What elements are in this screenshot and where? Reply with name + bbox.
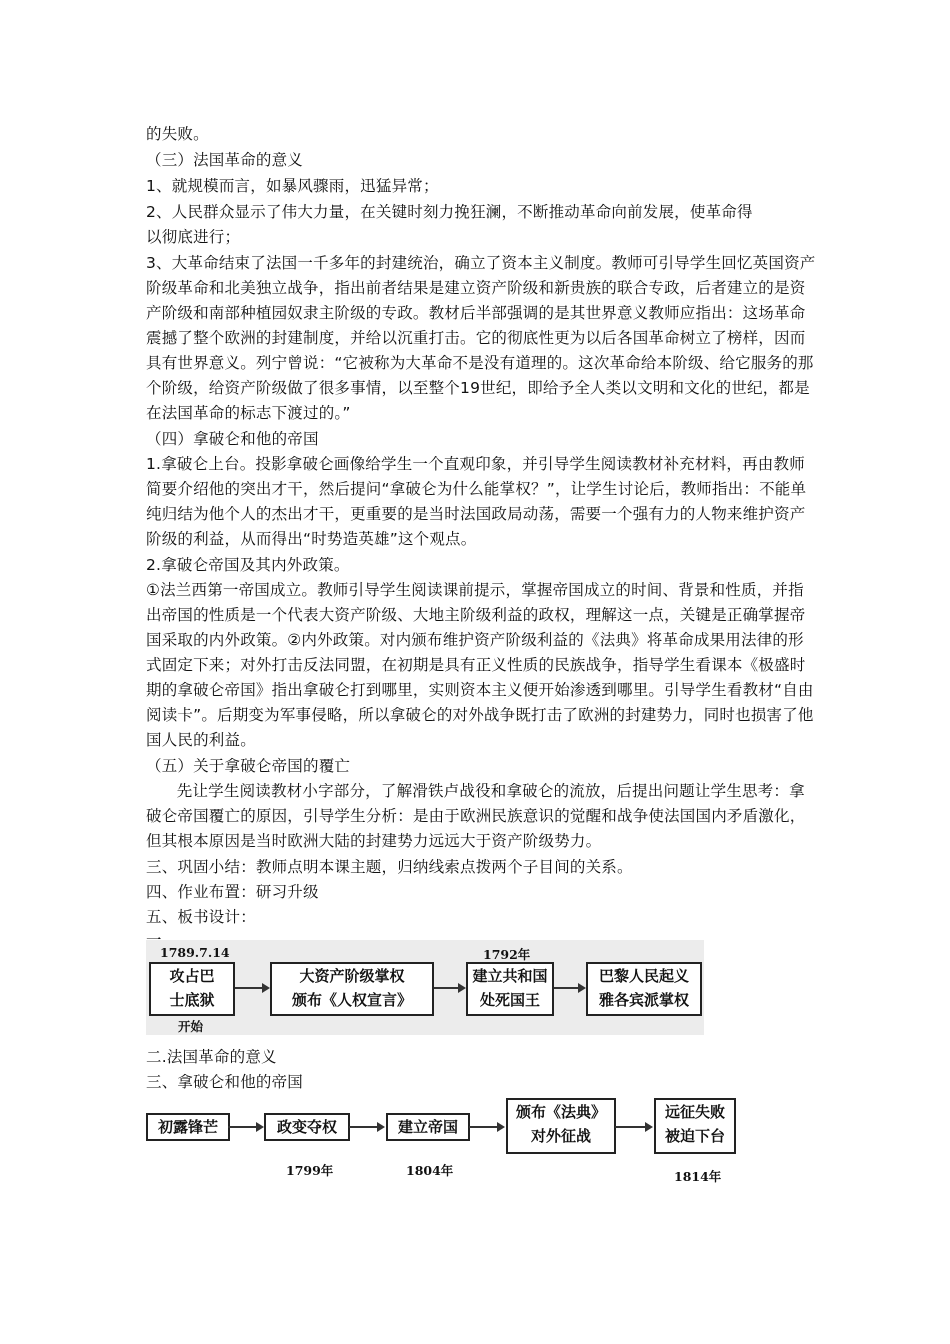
flow-box bbox=[270, 962, 434, 1016]
paragraph: 2、人民群众显示了伟大力量，在关键时刻力挽狂澜，不断推动革命向前发展，使革命得 bbox=[146, 203, 753, 221]
section-heading-4: （四）拿破仑和他的帝国 bbox=[146, 430, 319, 448]
box-line: 颁布《人权宣言》 bbox=[291, 991, 412, 1009]
flow-box bbox=[506, 1098, 616, 1154]
year-label: 1804年 bbox=[406, 1163, 454, 1178]
flow-box bbox=[654, 1098, 736, 1154]
paragraph: 三、巩固小结：教师点明本课主题，归纳线索点拨两个子目间的关系。 bbox=[146, 858, 633, 876]
paragraph: 四、作业布置：研习升级 bbox=[146, 883, 319, 901]
arrow-icon bbox=[228, 1126, 262, 1128]
paragraph: 3、大革命结束了法国一千多年的封建统治，确立了资本主义制度。教师可引导学生回忆英国资产阶级革命和北美独立战争，指出前者结果是建立资产阶级和新贵族的联合专政，后者建立的是资产阶级和南部种植园奴隶主阶级的专政。教材后半部强调的是其世界意义教师应指出：这场革命震撼了整个欧洲的封建制度，并给以沉重打击。它的彻底性更为以后各国革命树立了榜样，因而具有世界意义。列宁曾说：“它被称为大革命不是没有道理的。这次革命给本阶级、给它服务的那个阶级，给资产阶级做了很多事情，以至整个19世纪，即给予全人类以文明和文化的世纪，都是在法国革命的标志下渡过的。” bbox=[146, 254, 816, 422]
date-label: 1789.7.14 bbox=[160, 945, 230, 960]
section-heading-5: （五）关于拿破仑帝国的覆亡 bbox=[146, 757, 351, 775]
flow-box bbox=[149, 962, 235, 1016]
date-label: 1792年 bbox=[483, 947, 531, 962]
box-line: 巴黎人民起义 bbox=[598, 967, 689, 985]
box-line: 雅各宾派掌权 bbox=[598, 991, 689, 1009]
paragraph: 二.法国革命的意义 bbox=[146, 1048, 277, 1066]
year-label: 1814年 bbox=[674, 1169, 722, 1184]
box-line: 对外征战 bbox=[530, 1127, 591, 1145]
flow-box: 初露锋芒 bbox=[146, 1113, 230, 1141]
flowchart-french-revolution bbox=[146, 940, 704, 1035]
paragraph: 2.拿破仑帝国及其内外政策。 bbox=[146, 556, 350, 574]
paragraph: 1、就规模而言，如暴风骤雨，迅猛异常； bbox=[146, 177, 439, 195]
box-line: 士底狱 bbox=[169, 991, 215, 1009]
paragraph: 1.拿破仑上台。投影拿破仑画像给学生一个直观印象，并引导学生阅读教材补充材料，再由教师简要介绍他的突出才干，然后提问“拿破仑为什么能掌权？”，让学生讨论后，教师指出：不能单纯归结为他个人的杰出才干，更重要的是当时法国政局动荡，需要一个强有力的人物来维护资产阶级的利益，从而得出“时势造英雄”这个观点。 bbox=[146, 455, 807, 548]
box-line: 远征失败 bbox=[664, 1103, 725, 1121]
box-line: 颁布《法典》 bbox=[515, 1103, 606, 1121]
arrow-icon bbox=[615, 1126, 651, 1128]
arrow-icon bbox=[469, 1126, 503, 1128]
box-line: 被迫下台 bbox=[664, 1127, 725, 1145]
section-heading-3: （三）法国革命的意义 bbox=[146, 151, 304, 169]
paragraph: 的失败。 bbox=[146, 125, 209, 143]
flow-box bbox=[586, 962, 702, 1016]
paragraph: 先让学生阅读教材小字部分，了解滑铁卢战役和拿破仑的流放，后提出问题让学生思考：拿破仑帝国覆亡的原因，引导学生分析：是由于欧洲民族意识的觉醒和战争使法国国内矛盾激化，但其根本原因是当时欧洲大陆的封建势力远远大于资产阶级势力。 bbox=[146, 782, 806, 850]
paragraph: ①法兰西第一帝国成立。教师引导学生阅读课前提示，掌握帝国成立的时间、背景和性质，并指出帝国的性质是一个代表大资产阶级、大地主阶级利益的政权，理解这一点，关键是正确掌握帝国采取的内外政策。②内外政策。对内颁布维护资产阶级利益的《法典》将革命成果用法律的形式固定下来；对外打击反法同盟，在初期是具有正义性质的民族战争，指导学生看课本《极盛时期的拿破仑帝国》指出拿破仑打到哪里，实则资本主义便开始渗透到哪里。引导学生看教材“自由阅读卡”。后期变为军事侵略，所以拿破仑的对外战争既打击了欧洲的封建势力，同时也损害了他国人民的利益。 bbox=[146, 581, 814, 749]
paragraph: 五、板书设计： bbox=[146, 908, 256, 926]
year-label: 1799年 bbox=[286, 1163, 334, 1178]
box-line: 攻占巴 bbox=[169, 967, 215, 985]
box-line: 建立共和国 bbox=[472, 967, 548, 985]
paragraph: 以彻底进行； bbox=[146, 228, 241, 246]
arrow-icon bbox=[434, 987, 464, 989]
arrow-icon bbox=[349, 1126, 383, 1128]
box-line: 大资产阶级掌权 bbox=[299, 967, 405, 985]
flow-box: 政变夺权 bbox=[264, 1113, 350, 1141]
arrow-icon bbox=[235, 987, 268, 989]
start-label: 开始 bbox=[178, 1019, 204, 1034]
arrow-icon bbox=[554, 987, 584, 989]
flow-box bbox=[466, 962, 554, 1016]
flow-box: 建立帝国 bbox=[386, 1113, 470, 1141]
paragraph: 三、拿破仑和他的帝国 bbox=[146, 1073, 304, 1091]
flowchart-napoleon bbox=[146, 1096, 736, 1186]
box-line: 处死国王 bbox=[479, 991, 540, 1009]
